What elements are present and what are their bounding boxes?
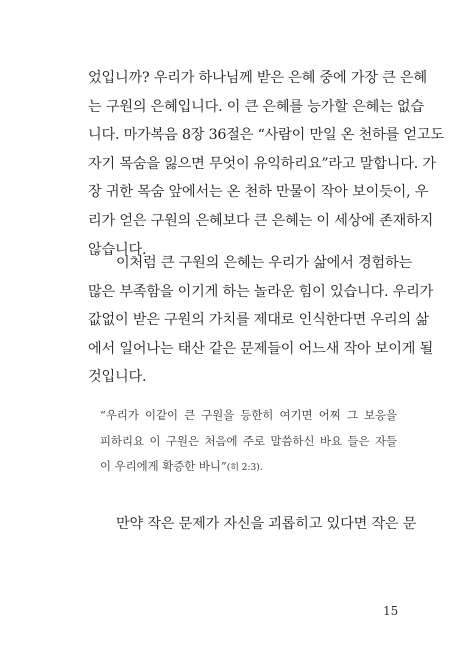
text-line: 이처럼 큰 구원의 은혜는 우리가 삶에서 경험하는: [116, 255, 412, 271]
body-paragraph-3: [88, 510, 417, 539]
quote-line: “우리가 이같이 큰 구원을 등한히 여기면 어찌 그 보응을: [100, 408, 397, 422]
text-line: 는 구원의 은혜입니다. 이 큰 은혜를 능가할 은혜는 없습: [88, 98, 424, 115]
scripture-quote: [100, 403, 397, 482]
quote-line: [100, 454, 397, 482]
text-line: 장 귀한 목숨 앞에서는 온 천하 만물이 작아 보이듯이, 우: [88, 184, 429, 201]
quote-line-text: 이 우리에게 확증한 바니”: [100, 459, 227, 473]
text-line: 자기 목숨을 잃으면 무엇이 유익하리요”라고 말합니다. 가: [88, 155, 436, 172]
quote-citation: (히 2:3).: [226, 463, 263, 473]
page-number: 15: [383, 604, 399, 618]
text-line: 었입니까? 우리가 하나님께 받은 은혜 중에 가장 큰 은혜: [88, 70, 427, 86]
text-line: 것입니다.: [88, 369, 147, 386]
text-line: 많은 부족함을 이기게 하는 놀라운 힘이 있습니다. 우리가: [88, 283, 434, 300]
quote-line: 피하리요 이 구원은 처음에 주로 말씀하신 바요 들은 자들: [100, 433, 397, 448]
text-line: 값없이 받은 구원의 가치를 제대로 인식한다면 우리의 삶: [88, 312, 429, 329]
body-paragraph-1: [88, 64, 444, 264]
text-line: 니다. 마가복음 8장 36절은 “사람이 만일 온 천하를 얻고도: [88, 127, 444, 144]
text-line: 않습니다.: [88, 241, 147, 258]
text-line: 만약 작은 문제가 자신을 괴롭히고 있다면 작은 문: [116, 516, 417, 532]
body-paragraph-2: [88, 249, 434, 392]
text-line: 리가 얻은 구원의 은혜보다 큰 은혜는 이 세상에 존재하지: [88, 212, 434, 229]
text-line: 에서 일어나는 태산 같은 문제들이 어느새 작아 보이게 될: [88, 340, 434, 357]
